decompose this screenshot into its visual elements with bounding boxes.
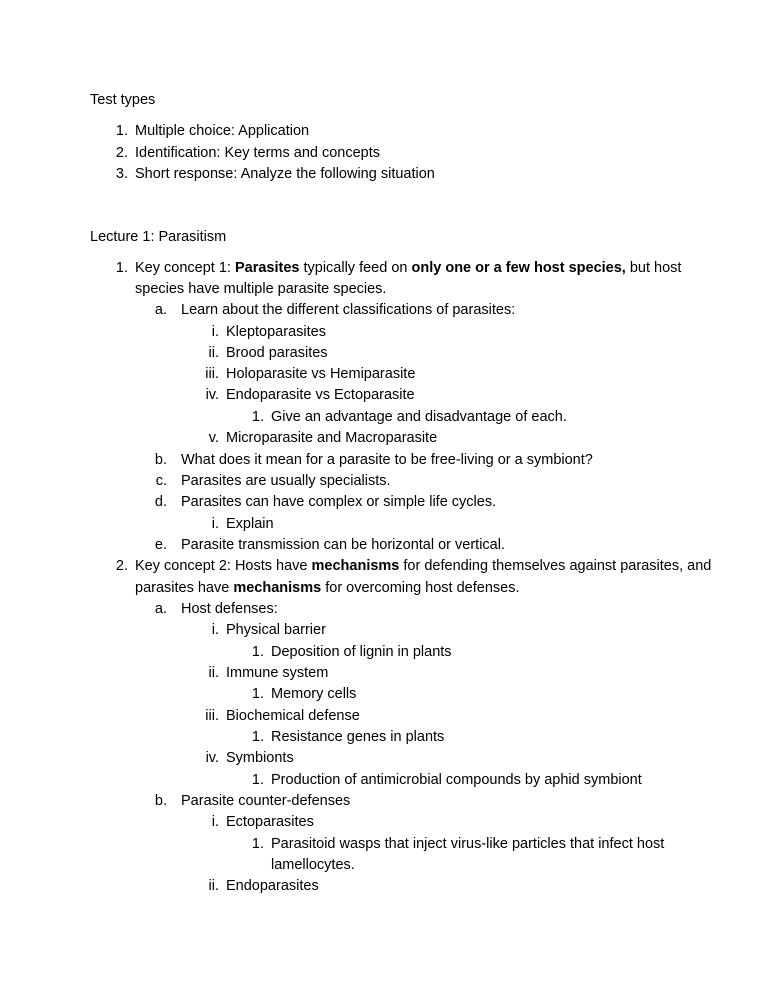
list-marker: 1. xyxy=(251,644,264,660)
list-item: Multiple choice: Application xyxy=(135,123,310,139)
list-marker: iv. xyxy=(205,750,219,766)
list-marker: ii. xyxy=(208,345,219,361)
list-marker: iii. xyxy=(205,366,219,382)
list-item: What does it mean for a parasite to be free-living or a symbiont? xyxy=(181,452,593,468)
list-marker: iv. xyxy=(205,387,219,403)
key-concept-2-cont-prefix: parasites have xyxy=(135,580,234,596)
list-marker: i. xyxy=(211,324,219,340)
section-heading-test-types: Test types xyxy=(90,92,156,108)
list-item: Immune system xyxy=(226,665,329,681)
list-marker: ii. xyxy=(208,665,219,681)
key-concept-1-mid: typically feed on xyxy=(299,260,412,276)
list-item: Parasite counter-defenses xyxy=(181,793,351,809)
list-marker: 1. xyxy=(251,729,264,745)
list-item: Microparasite and Macroparasite xyxy=(226,430,438,446)
list-item: Give an advantage and disadvantage of each. xyxy=(271,409,567,425)
key-concept-2-bold-mechanisms-2: mechanisms xyxy=(233,580,322,596)
list-item: Biochemical defense xyxy=(226,708,360,724)
list-marker: 1. xyxy=(251,686,264,702)
list-item: Endoparasite vs Ectoparasite xyxy=(226,387,415,403)
list-item-continuation: lamellocytes. xyxy=(271,857,355,873)
list-marker: e. xyxy=(154,537,167,553)
key-concept-2-bold-mechanisms: mechanisms xyxy=(311,558,400,574)
key-concept-2-mid: for defending themselves against parasites, and xyxy=(399,558,712,574)
list-marker: c. xyxy=(155,473,167,489)
list-marker: 1. xyxy=(251,772,264,788)
key-concept-1-continuation: species have multiple parasite species. xyxy=(135,281,387,297)
key-concept-1-prefix: Key concept 1: xyxy=(135,260,235,276)
list-item: Parasite transmission can be horizontal or vertical. xyxy=(181,537,505,553)
list-marker: b. xyxy=(154,452,167,468)
list-item: Endoparasites xyxy=(226,878,319,894)
list-item: Parasites are usually specialists. xyxy=(181,473,391,489)
list-item: Parasites can have complex or simple life cycles. xyxy=(181,494,497,510)
list-marker: 1. xyxy=(115,123,128,139)
list-marker: 1. xyxy=(251,409,264,425)
list-marker: 2. xyxy=(115,145,128,161)
list-item: Deposition of lignin in plants xyxy=(271,644,452,660)
list-item: Resistance genes in plants xyxy=(271,729,445,745)
list-marker: b. xyxy=(154,793,167,809)
key-concept-2-continuation xyxy=(135,579,519,597)
list-item: Identification: Key terms and concepts xyxy=(135,145,381,161)
list-item: Physical barrier xyxy=(226,622,326,638)
list-marker: ii. xyxy=(208,878,219,894)
list-item: Learn about the different classifications of parasites: xyxy=(181,302,516,318)
list-item: Explain xyxy=(226,516,274,532)
list-item: Parasitoid wasps that inject virus-like particles that infect host xyxy=(271,836,665,852)
list-item: Symbionts xyxy=(226,750,294,766)
list-item: Ectoparasites xyxy=(226,814,314,830)
key-concept-1 xyxy=(135,259,681,277)
list-item: Memory cells xyxy=(271,686,357,702)
list-item: Short response: Analyze the following situation xyxy=(135,166,435,182)
section-heading-lecture-1: Lecture 1: Parasitism xyxy=(90,229,227,245)
key-concept-1-bold-parasites: Parasites xyxy=(234,260,300,276)
list-marker: 1. xyxy=(251,836,264,852)
list-marker: i. xyxy=(211,516,219,532)
list-marker: 2. xyxy=(115,558,128,574)
list-item: Kleptoparasites xyxy=(226,324,326,340)
list-marker: 3. xyxy=(115,166,128,182)
key-concept-1-bold-hosts: only one or a few host species, xyxy=(411,260,626,276)
list-item: Brood parasites xyxy=(226,345,328,361)
list-item: Production of antimicrobial compounds by aphid symbiont xyxy=(271,772,642,788)
key-concept-2-prefix: Key concept 2: Hosts have xyxy=(135,558,312,574)
list-item: Host defenses: xyxy=(181,601,278,617)
list-marker: v. xyxy=(208,430,219,446)
list-marker: i. xyxy=(211,814,219,830)
list-marker: a. xyxy=(154,302,167,318)
list-marker: i. xyxy=(211,622,219,638)
key-concept-1-suffix: but host xyxy=(625,260,682,276)
list-marker: 1. xyxy=(115,260,128,276)
list-item: Holoparasite vs Hemiparasite xyxy=(226,366,416,382)
list-marker: iii. xyxy=(205,708,219,724)
list-marker: a. xyxy=(154,601,167,617)
key-concept-2-cont-suffix: for overcoming host defenses. xyxy=(321,580,520,596)
key-concept-2 xyxy=(135,557,711,575)
list-marker: d. xyxy=(154,494,167,510)
